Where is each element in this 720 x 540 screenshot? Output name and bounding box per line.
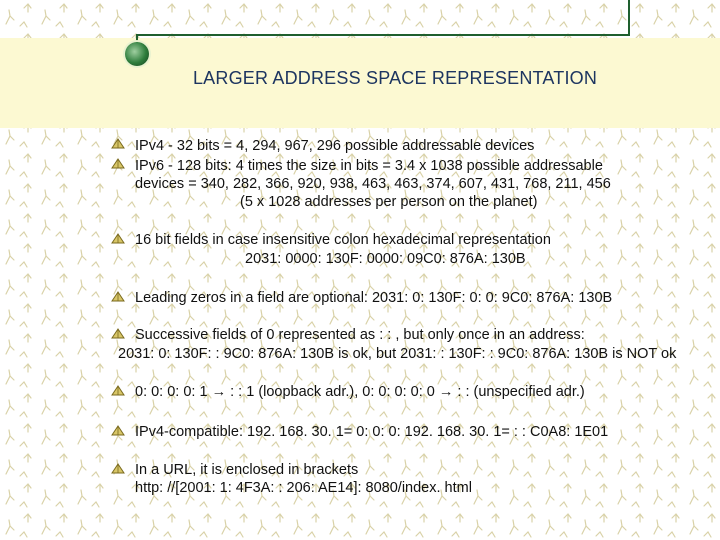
bullet-icon bbox=[111, 289, 125, 303]
bullet-url-line2: http: //[2001: 1: 4F3A: : 206: AE14]: 8080/index. html bbox=[135, 480, 472, 496]
bullet-icon bbox=[111, 326, 125, 340]
bullet-hex-line2: 2031: 0000: 130F: 0000: 09C0: 876A: 130B bbox=[245, 251, 526, 267]
bullet-ipv6-line1: IPv6 - 128 bits: 4 times the size in bits = 3.4 x 1038 possible addressable bbox=[135, 158, 603, 174]
bullet-hex-line1: 16 bit fields in case insensitive colon hexadecimal representation bbox=[135, 232, 551, 248]
bullet-loopback: 0: 0: 0: 0: 1 → : : 1 (loopback adr.), 0: 0: 0: 0: 0 → : : (unspecified adr.) bbox=[135, 384, 585, 400]
bullet-icon bbox=[111, 383, 125, 397]
bullet-ipv6-line2: devices = 340, 282, 366, 920, 938, 463, 463, 374, 607, 431, 768, 211, 456 bbox=[135, 176, 611, 192]
bullet-ipv6-line3: (5 x 1028 addresses per person on the planet) bbox=[240, 194, 538, 210]
bullet-icon bbox=[111, 461, 125, 475]
bullet-icon bbox=[111, 156, 125, 170]
bullet-icon bbox=[111, 423, 125, 437]
bullet-successive-line2: 2031: 0: 130F: : 9C0: 876A: 130B is ok, but 2031: : 130F: : 9C0: 876A: 130B is NOT ok bbox=[118, 346, 677, 362]
bullet-successive-line1: Successive fields of 0 represented as : : , but only once in an address: bbox=[135, 327, 585, 343]
bullet-icon bbox=[111, 136, 125, 150]
slide-title: LARGER ADDRESS SPACE REPRESENTATION bbox=[192, 68, 598, 88]
bullet-url-line1: In a URL, it is enclosed in brackets bbox=[135, 462, 359, 478]
bullet-ipv4: IPv4 - 32 bits = 4, 294, 967, 296 possible addressable devices bbox=[135, 138, 535, 154]
bullet-leading-zeros: Leading zeros in a field are optional: 2031: 0: 130F: 0: 0: 9C0: 876A: 130B bbox=[135, 290, 613, 306]
bullet-ipv4-compatible: IPv4-compatible: 192. 168. 30. 1= 0: 0: 0: 192. 168. 30. 1= : : C0A8: 1E01 bbox=[135, 424, 609, 440]
bullet-icon bbox=[111, 231, 125, 245]
